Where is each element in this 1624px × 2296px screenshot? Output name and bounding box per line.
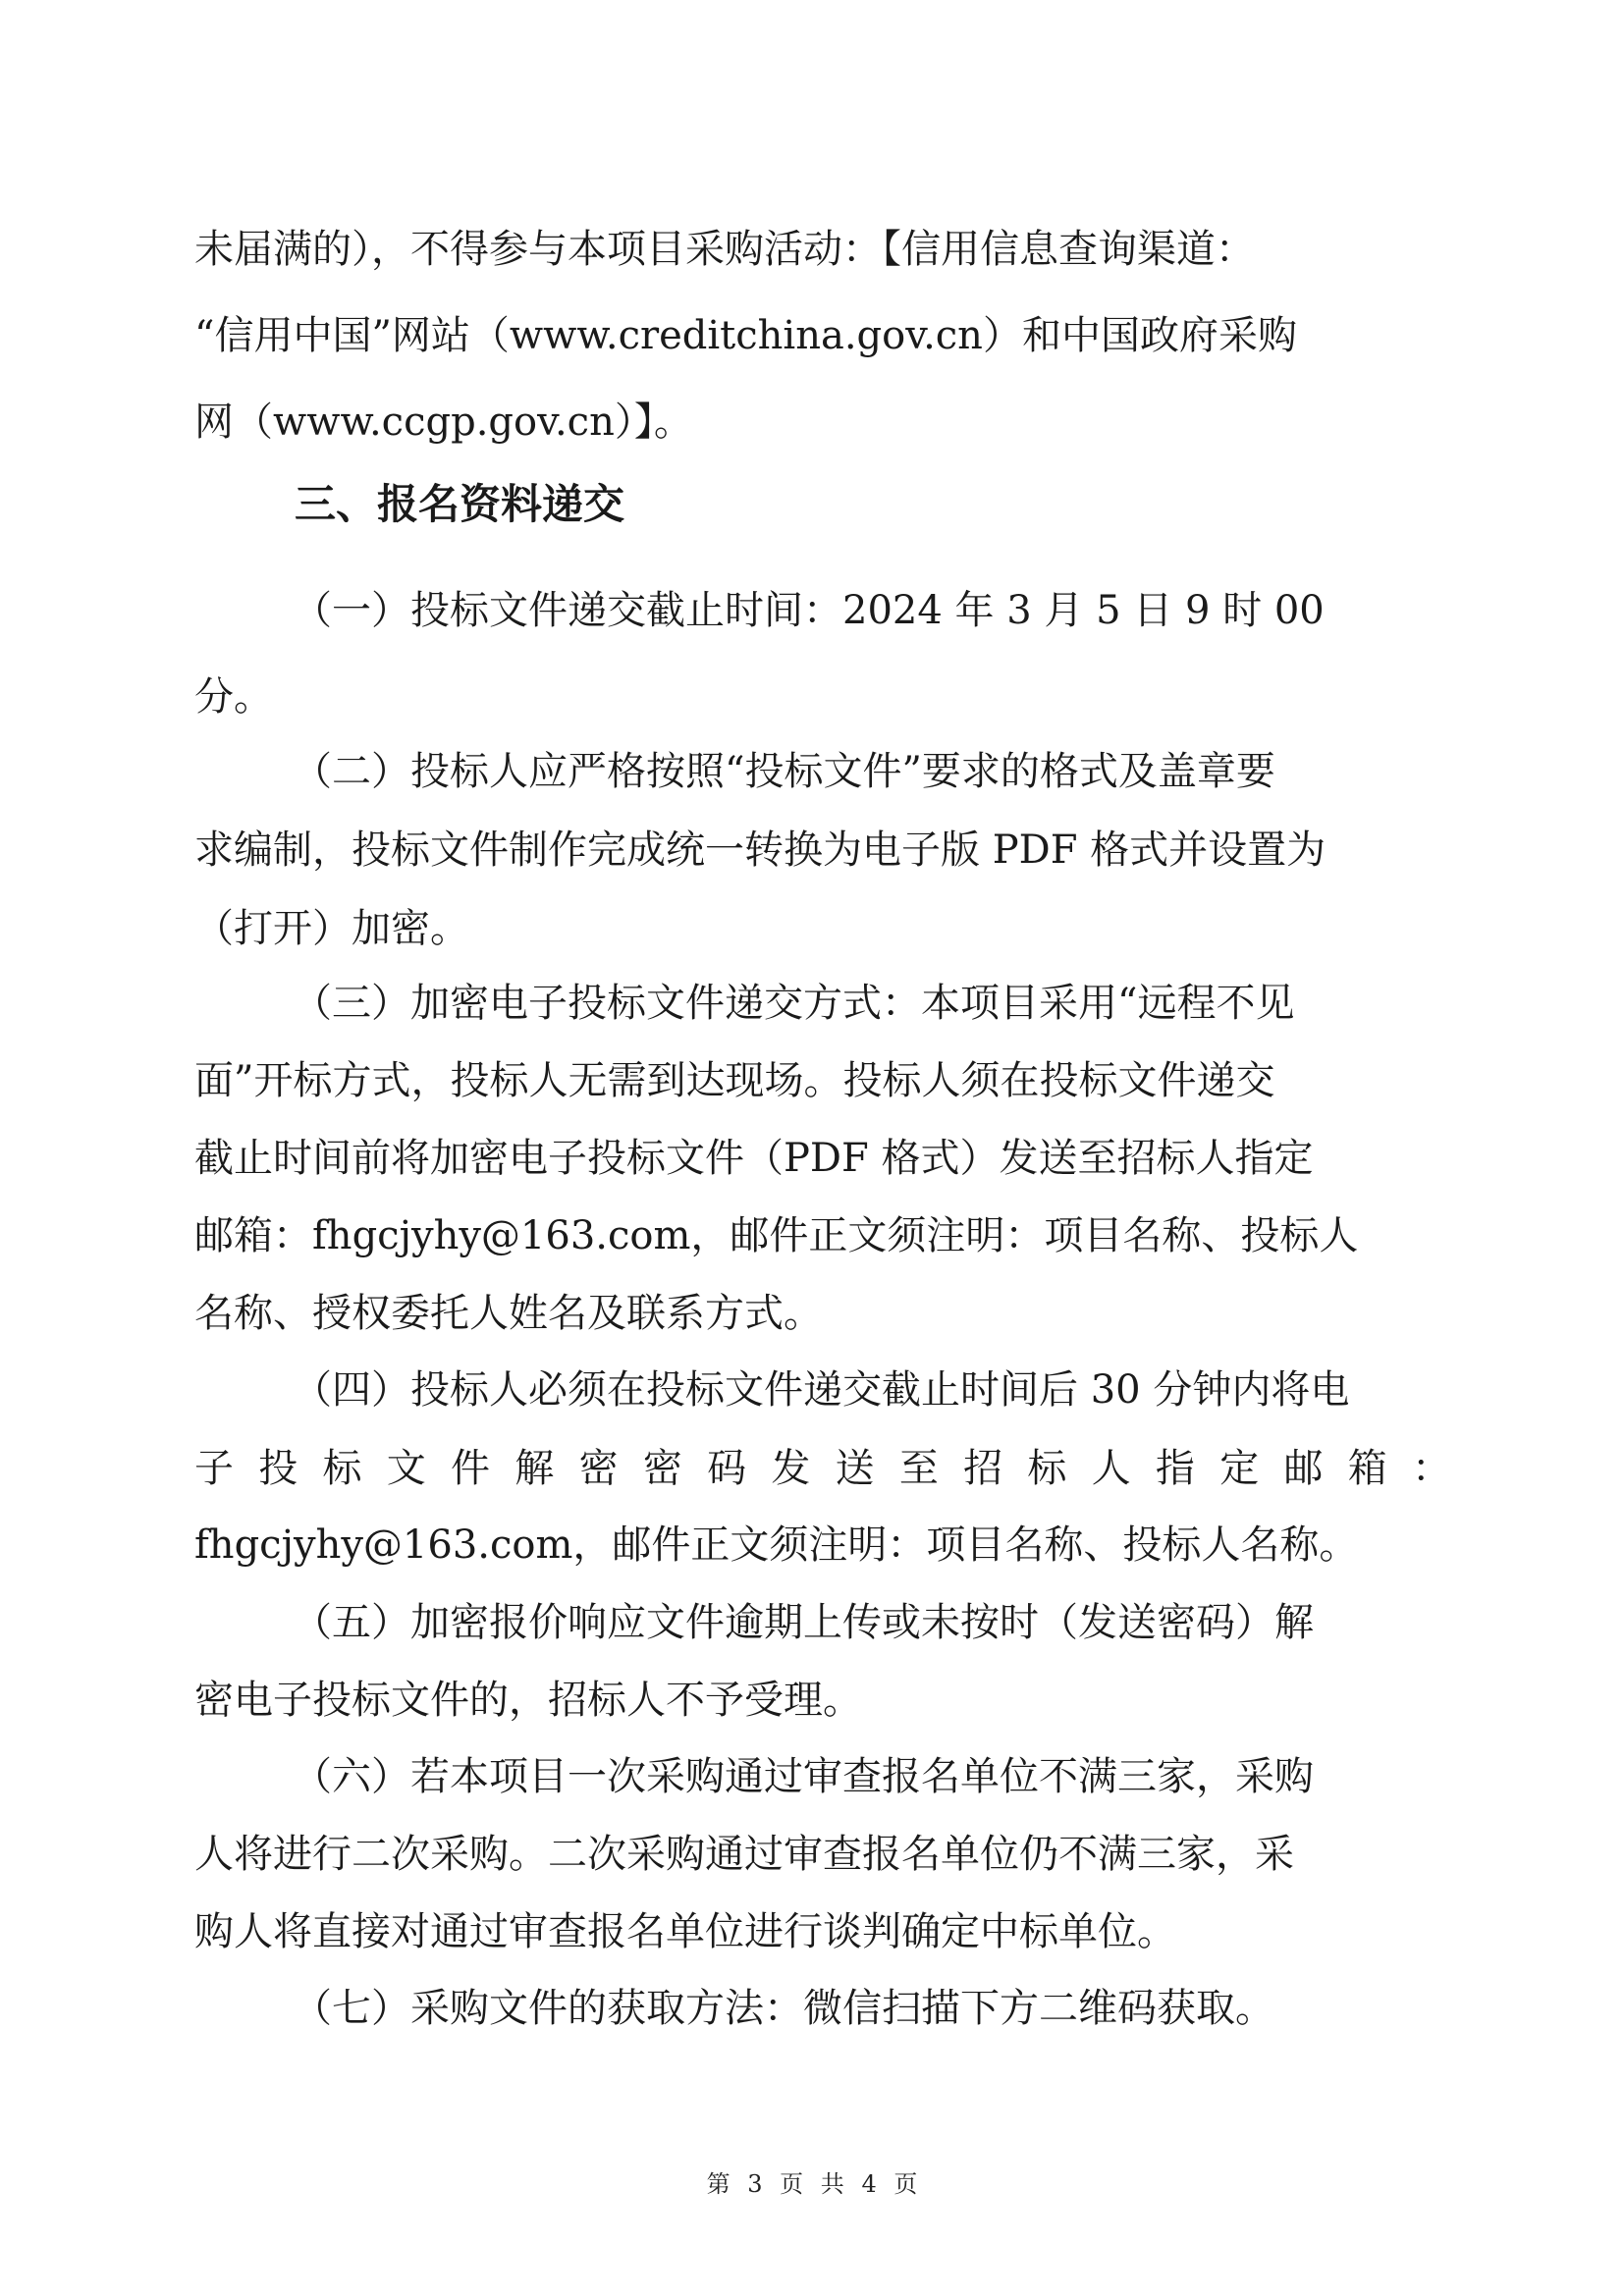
paragraph-line: 网（www.ccgp.gov.cn）】。: [194, 400, 693, 445]
paragraph-line: （二）投标人应严格按照“投标文件”要求的格式及盖章要: [293, 749, 1275, 794]
paragraph-line: （四）投标人必须在投标文件递交截止时间后 30 分钟内将电: [293, 1367, 1350, 1413]
paragraph-line: 密电子投标文件的，招标人不予受理。: [194, 1678, 862, 1723]
paragraph-line: 截止时间前将加密电子投标文件（PDF 格式）发送至招标人指定: [194, 1136, 1314, 1181]
paragraph-line: （三）加密电子投标文件递交方式：本项目采用“远程不见: [293, 981, 1295, 1026]
paragraph-line: 购人将直接对通过审查报名单位进行谈判确定中标单位。: [194, 1909, 1176, 1954]
paragraph-line: （七）采购文件的获取方法：微信扫描下方二维码获取。: [293, 1986, 1274, 2031]
paragraph-line: 人将进行二次采购。二次采购通过审查报名单位仍不满三家，采: [194, 1832, 1294, 1877]
paragraph-line: （一）投标文件递交截止时间：2024 年 3 月 5 日 9 时 00: [293, 588, 1325, 633]
paragraph-line: 邮箱：fhgcjyhy@163.com，邮件正文须注明：项目名称、投标人: [194, 1213, 1359, 1258]
paragraph-line: （五）加密报价响应文件逾期上传或未按时（发送密码）解: [293, 1600, 1314, 1645]
paragraph-line: 面”开标方式，投标人无需到达现场。投标人须在投标文件递交: [194, 1058, 1275, 1103]
paragraph-line: （六）若本项目一次采购通过审查报名单位不满三家，采购: [293, 1754, 1314, 1799]
paragraph-line: （打开）加密。: [194, 906, 469, 951]
page-number: 第 3 页 共 4 页: [706, 2170, 918, 2198]
paragraph-line: 子 投 标 文 件 解 密 密 码 发 送 至 招 标 人 指 定 邮 箱 ：: [194, 1446, 1451, 1491]
paragraph-line: “信用中国”网站（www.creditchina.gov.cn）和中国政府采购: [194, 313, 1297, 358]
paragraph-line: 求编制，投标文件制作完成统一转换为电子版 PDF 格式并设置为: [194, 828, 1326, 873]
paragraph-line: 分。: [194, 674, 273, 720]
paragraph-line: 名称、授权委托人姓名及联系方式。: [194, 1291, 823, 1336]
paragraph-line: fhgcjyhy@163.com，邮件正文须注明：项目名称、投标人名称。: [194, 1522, 1359, 1568]
section-heading: 三、报名资料递交: [295, 480, 625, 528]
paragraph-line: 未届满的），不得参与本项目采购活动：【信用信息查询渠道：: [194, 227, 1255, 272]
